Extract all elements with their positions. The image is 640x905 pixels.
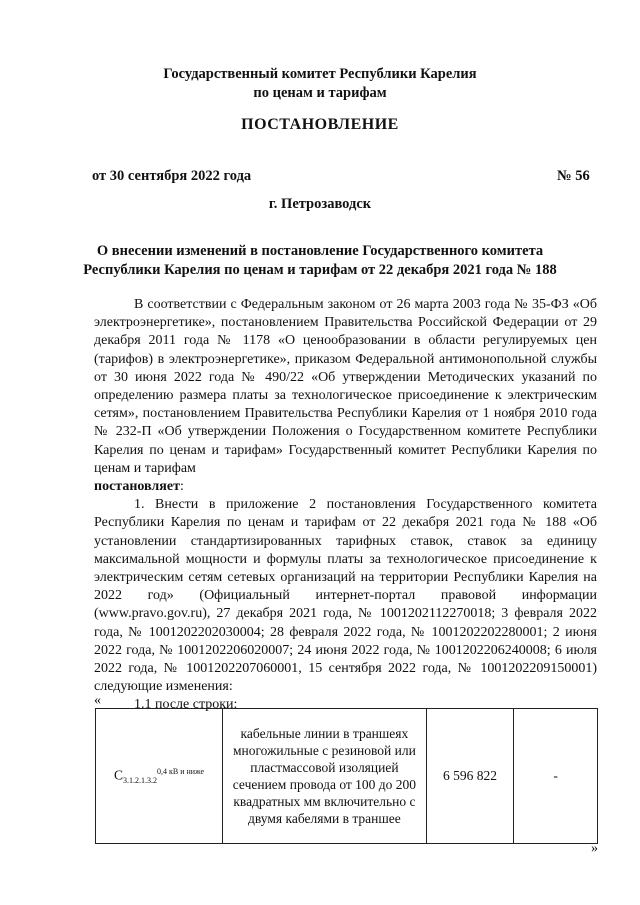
item-1-1-paragraph: 1.1 после строки: (134, 697, 238, 713)
description-cell: кабельные линии в траншеях многожильные с резиновой или пластмассовой изоляцией сечением провода от 100 до 200 квадратных мм включительно с двумя кабелями в траншее (223, 709, 427, 844)
decree-colon: : (179, 479, 184, 495)
decree-line (94, 478, 597, 496)
item-1-paragraph: 1. Внести в приложение 2 постановления Государственного комитета Республики Карелия по ценам и тарифам от 22 декабря 2021 года № 188 «Об установлении стандартизированных тарифных ставок, ставок за единицу максимальной мощности и формулы платы за технологическое присоединение к электрическим сетям сетевых организаций на территории Республики Карелия на 2022 год» (Официальный интернет-портал правовой информации (www.pravo.gov.ru), 27 декабря 2021 года, № 1001202112270018; 3 февраля 2022 года, № 1001202202030004; 28 февраля 2022 года, № 1001202202280001; 2 июня 2022 года, № 1001202206020007; 24 июня 2022 года, № 1001202206240008; 6 июля 2022 года, № 1001202207060001, 15 сентября 2022 года, № 1001202209150001) следующие изменения: (94, 497, 597, 695)
value-cell: 6 596 822 (426, 709, 514, 844)
authority-line-1: Государственный комитет Республики Карелия (163, 66, 477, 82)
document-type: ПОСТАНОВЛЕНИЕ (241, 116, 399, 133)
issuing-authority (0, 65, 640, 103)
table-row (96, 709, 598, 844)
document-subject (0, 242, 640, 280)
subject-line-1: О внесении изменений в постановление Государственного комитета (96, 243, 544, 259)
rate-code-cell (96, 709, 223, 844)
document-body (94, 296, 597, 715)
preamble-paragraph (94, 296, 597, 478)
document-city: г. Петрозаводск (268, 196, 372, 212)
quote-open: « (94, 693, 101, 708)
tariff-table (95, 708, 598, 844)
authority-line-2: по ценам и тарифам (253, 85, 387, 101)
subject-line-2: Республики Карелия по ценам и тарифам от 22 декабря 2021 года № 188 (83, 262, 557, 278)
quote-close: » (591, 841, 598, 856)
dash-cell: - (514, 709, 598, 844)
rate-code-superscript: 0,4 кВ и ниже (157, 766, 205, 776)
document-number: № 56 (557, 168, 590, 184)
document-date: от 30 сентября 2022 года (92, 168, 252, 184)
rate-code-subscript: 3.1.2.1.3.2 (123, 776, 157, 786)
rate-code-base: С (113, 767, 123, 783)
preamble-text: В соответствии с Федеральным законом от 26 марта 2003 года № 35-ФЗ «Об электроэнергетике», постановлением Правительства Российской Федерации от 29 декабря 2011 года № 1178 «О ценообразовании в области регулируемых цен (тарифов) в электроэнергетике», приказом Федеральной антимонопольной службы от 30 июня 2022 года № 490/22 «Об утверждении Методических указаний по определению размера платы за технологическое присоединение к электрическим сетям», постановлением Правительства Республики Карелия от 1 ноября 2010 года № 232-П «Об утверждении Положения о Государственном комитете Республики Карелия по ценам и тарифам» Государственный комитет Республики Карелия по ценам и тарифам (94, 297, 597, 476)
decree-word: постановляет (94, 479, 180, 495)
